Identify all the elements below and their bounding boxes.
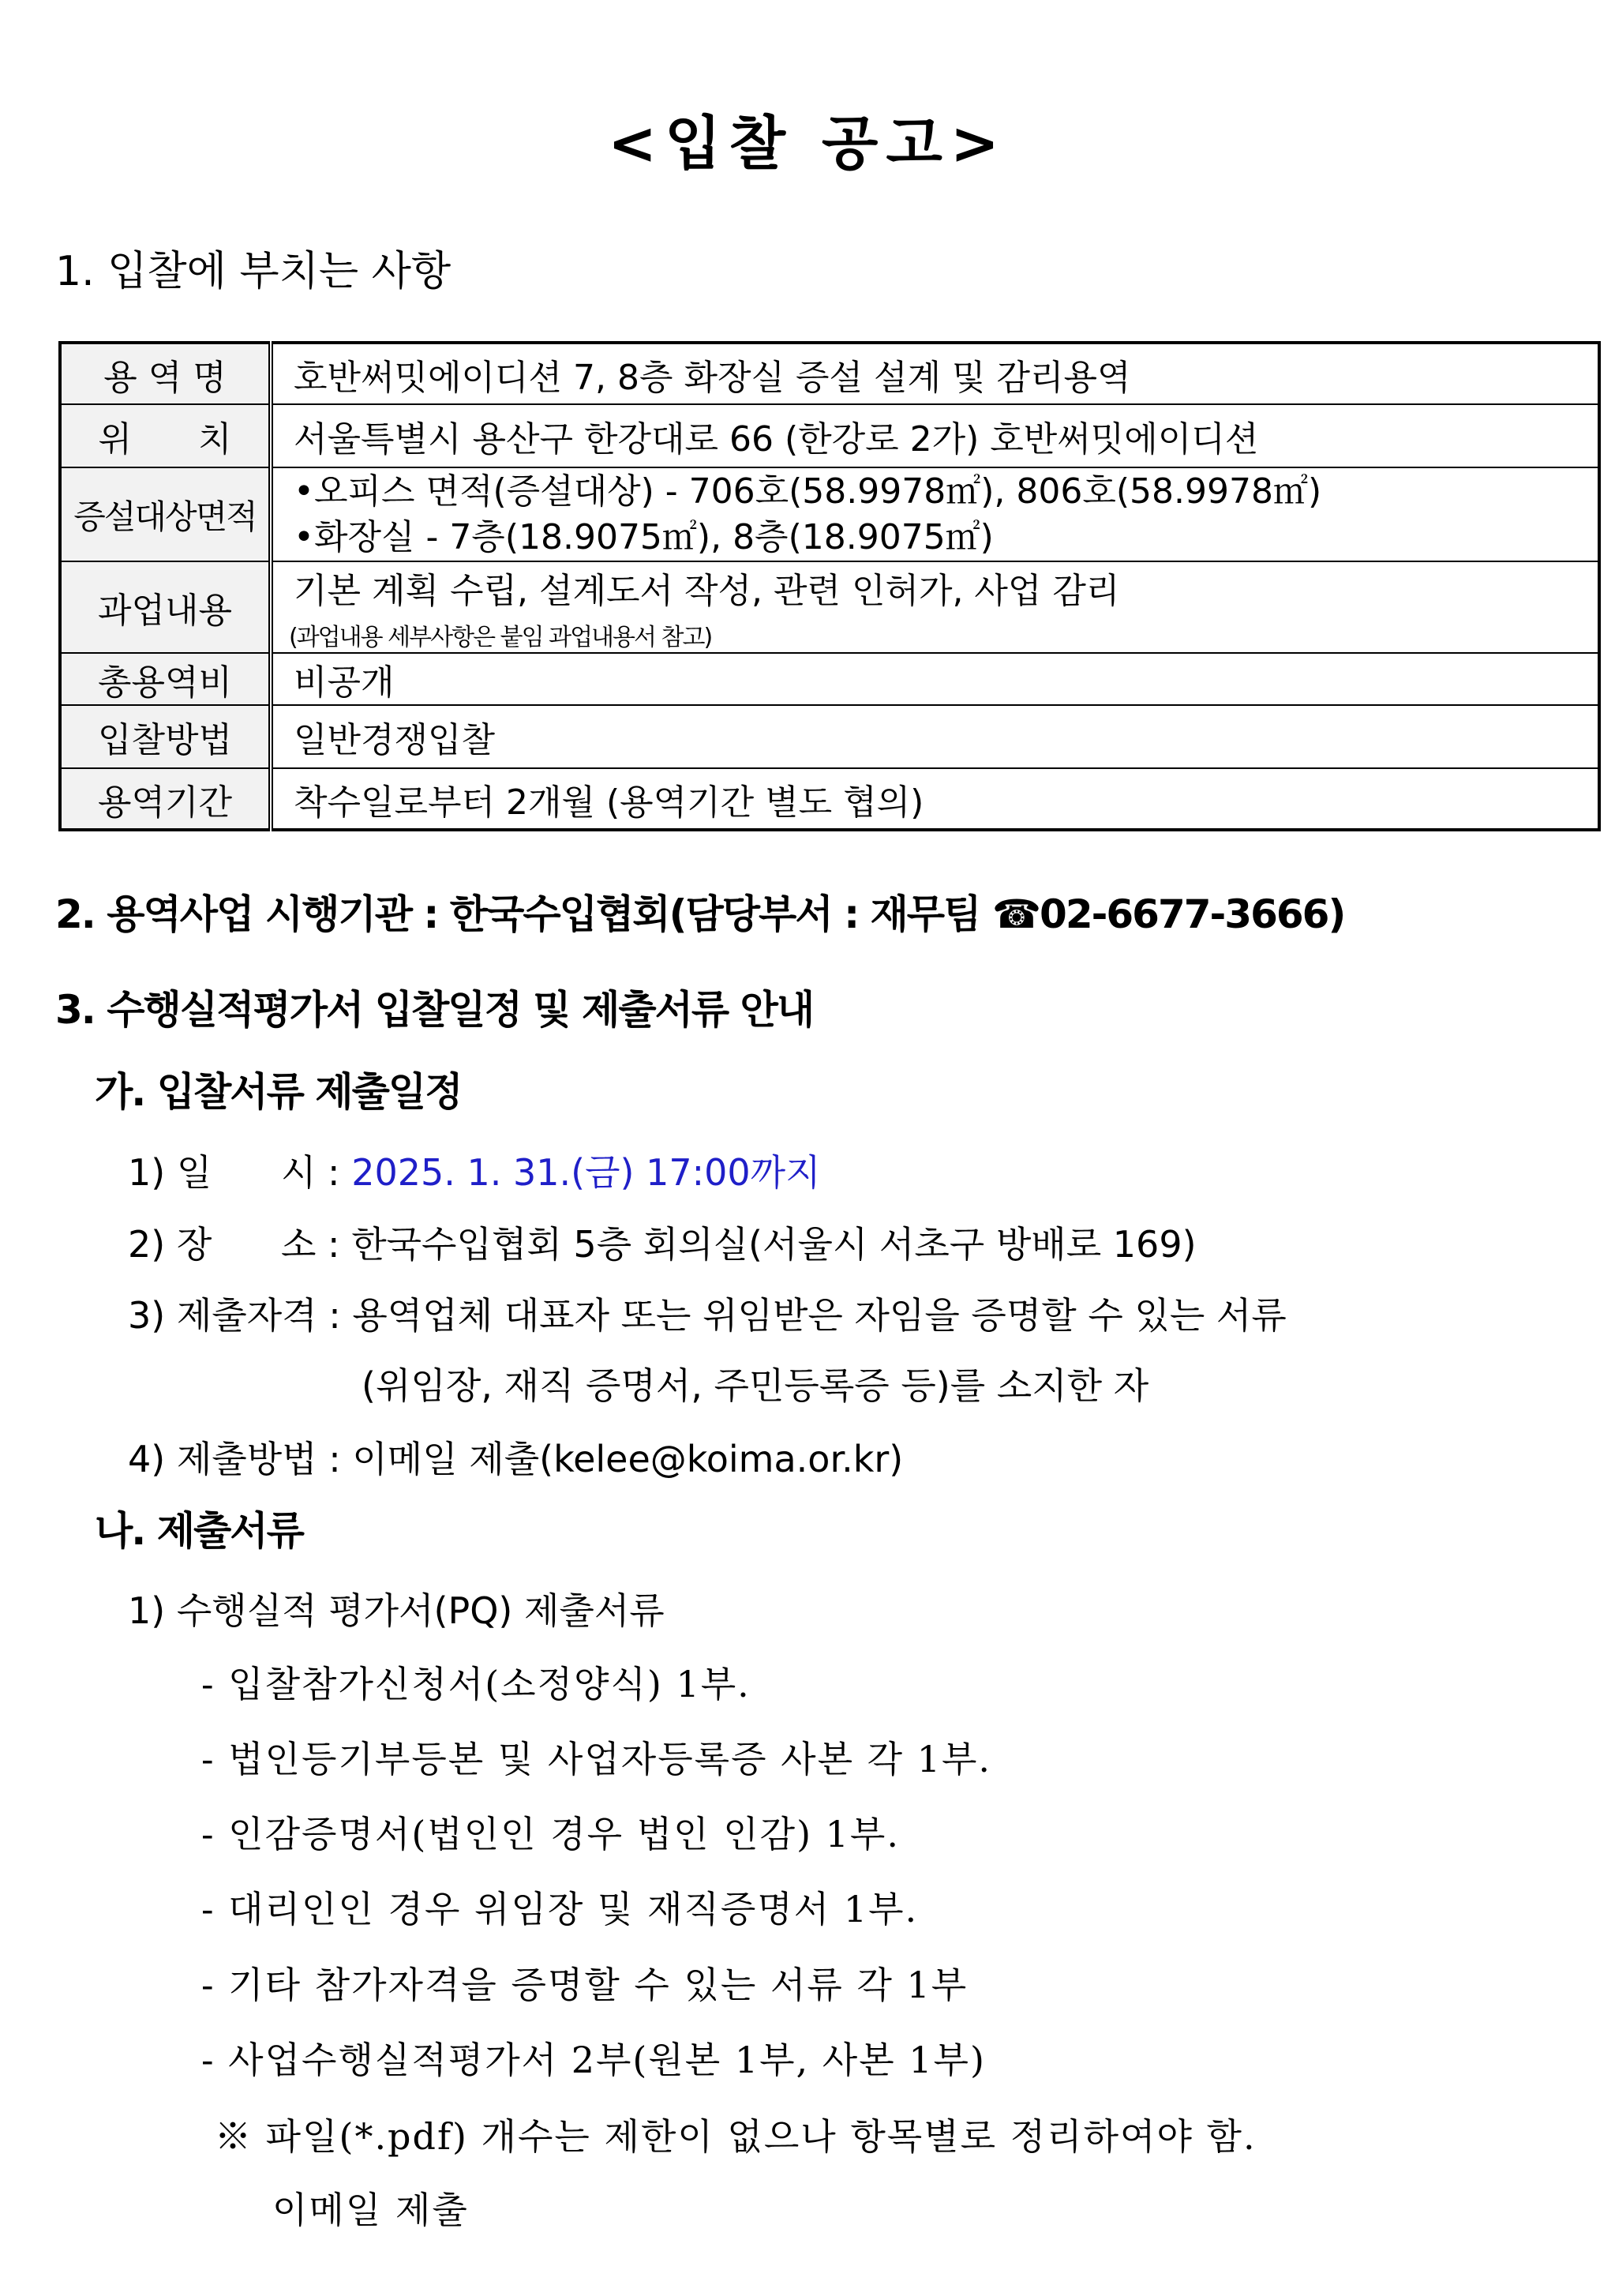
schedule-item-method bbox=[128, 1438, 904, 1480]
page-title: <입찰 공고> bbox=[608, 110, 1007, 178]
table-row bbox=[60, 768, 1599, 830]
bid-summary-table bbox=[58, 341, 1601, 831]
table-row bbox=[60, 653, 1599, 705]
document-list-item: - 대리인인 경우 위임장 및 재직증명서 1부. bbox=[201, 1888, 919, 1930]
row-value: 일반경쟁입찰 bbox=[271, 705, 1599, 768]
deadline-value: 2025. 1. 31.(금) 17:00까지 bbox=[351, 1151, 821, 1194]
row-label: 총용역비 bbox=[60, 653, 271, 705]
document-list-item: - 기타 참가자격을 증명할 수 있는 서류 각 1부 bbox=[201, 1964, 969, 2006]
table-row bbox=[60, 467, 1599, 561]
schedule-item-datetime bbox=[128, 1151, 821, 1194]
scope-text: 기본 계획 수립, 설계도서 작성, 관련 인허가, 사업 감리 bbox=[294, 571, 1120, 611]
documents-heading: 나. 제출서류 bbox=[95, 1508, 303, 1554]
item-label: 1) 일 시 : bbox=[128, 1151, 340, 1194]
document-list-item: - 입찰참가신청서(소정양식) 1부. bbox=[201, 1663, 751, 1705]
row-label: 과업내용 bbox=[60, 561, 271, 653]
item-value: 이메일 제출(kelee@koima.or.kr) bbox=[352, 1438, 904, 1480]
table-row bbox=[60, 561, 1599, 653]
area-office: •오피스 면적(증설대상) - 706호(58.9978㎡), 806호(58.9978㎡) bbox=[294, 471, 1322, 512]
schedule-heading: 가. 입찰서류 제출일정 bbox=[95, 1069, 462, 1115]
row-label: 용역기간 bbox=[60, 768, 271, 830]
row-value bbox=[271, 561, 1599, 653]
row-value: 착수일로부터 2개월 (용역기간 별도 협의) bbox=[271, 768, 1599, 830]
row-label: 증설대상면적 bbox=[60, 467, 271, 561]
document-list-item: - 법인등기부등본 및 사업자등록증 사본 각 1부. bbox=[201, 1738, 992, 1780]
row-label: 용 역 명 bbox=[60, 343, 271, 404]
row-value: 호반써밋에이디션 7, 8층 화장실 증설 설계 및 감리용역 bbox=[271, 343, 1599, 404]
table-row bbox=[60, 404, 1599, 467]
scope-note: (과업내용 세부사항은 붙임 과업내용서 참고) bbox=[289, 624, 712, 651]
schedule-item-place bbox=[128, 1223, 1197, 1266]
row-value: 비공개 bbox=[271, 653, 1599, 705]
schedule-item-qualification bbox=[128, 1294, 1287, 1337]
row-label: 입찰방법 bbox=[60, 705, 271, 768]
section3-heading: 3. 수행실적평가서 입찰일정 및 제출서류 안내 bbox=[55, 987, 814, 1033]
item-label: 2) 장 소 : bbox=[128, 1223, 340, 1266]
file-note-email: 이메일 제출 bbox=[272, 2189, 469, 2231]
row-value bbox=[271, 467, 1599, 561]
item-value: 한국수입협회 5층 회의실(서울시 서초구 방배로 169) bbox=[351, 1223, 1197, 1266]
item-label: 4) 제출방법 : bbox=[128, 1438, 341, 1480]
row-value: 서울특별시 용산구 한강대로 66 (한강로 2가) 호반써밋에이디션 bbox=[271, 404, 1599, 467]
table-row bbox=[60, 705, 1599, 768]
area-restroom: •화장실 - 7층(18.9075㎡), 8층(18.9075㎡) bbox=[294, 516, 994, 557]
file-note: ※ 파일(*.pdf) 개수는 제한이 없으나 항목별로 정리하여야 함. bbox=[215, 2115, 1257, 2158]
section2-heading: 2. 용역사업 시행기관 : 한국수입협회(담당부서 : 재무팀 ☎02-6677-3666) bbox=[55, 891, 1345, 937]
section1-heading: 1. 입찰에 부치는 사항 bbox=[55, 248, 452, 295]
table-row bbox=[60, 343, 1599, 404]
document-list-item: - 사업수행실적평가서 2부(원본 1부, 사본 1부) bbox=[201, 2039, 986, 2081]
qualification-continued: (위임장, 재직 증명서, 주민등록증 등)를 소지한 자 bbox=[362, 1364, 1149, 1407]
item-value: 용역업체 대표자 또는 위임받은 자임을 증명할 수 있는 서류 bbox=[352, 1294, 1287, 1337]
document-list-item: - 인감증명서(법인인 경우 법인 인감) 1부. bbox=[201, 1813, 900, 1855]
documents-item1: 1) 수행실적 평가서(PQ) 제출서류 bbox=[128, 1589, 665, 1632]
row-label: 위 치 bbox=[60, 404, 271, 467]
item-label: 3) 제출자격 : bbox=[128, 1294, 341, 1337]
